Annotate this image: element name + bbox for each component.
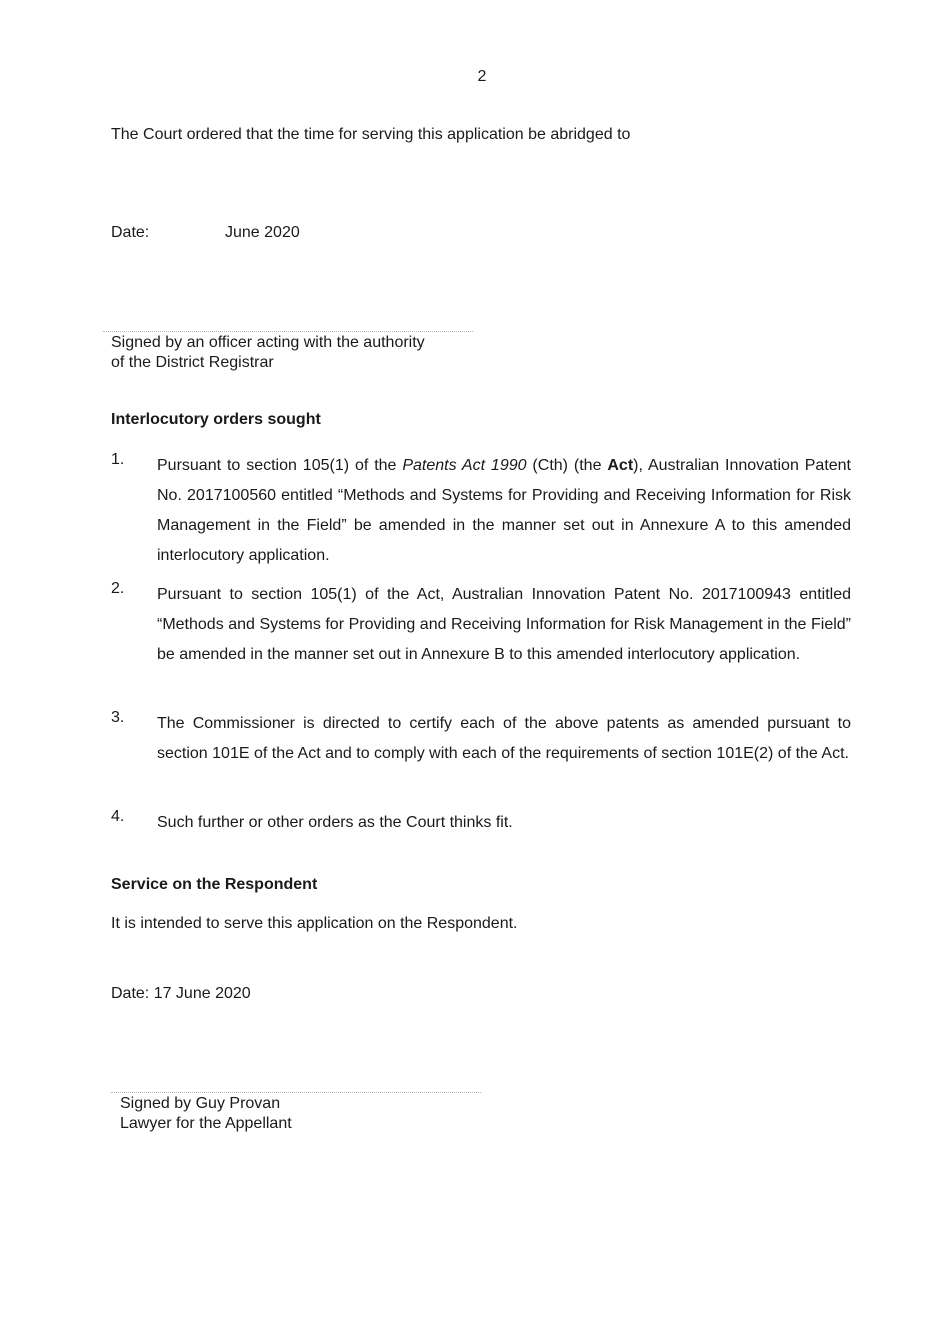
registrar-signature-line xyxy=(103,331,473,332)
order-item xyxy=(111,451,851,571)
order-text: Such further or other orders as the Court thinks fit. xyxy=(157,814,513,831)
signing-date: Date: 17 June 2020 xyxy=(111,985,251,1002)
order-item xyxy=(111,709,851,769)
order-number: 2. xyxy=(111,580,125,597)
registrar-signature-line1: Signed by an officer acting with the authority xyxy=(111,334,425,351)
order-number: 1. xyxy=(111,451,125,468)
date-label: Date: xyxy=(111,224,150,241)
service-text: It is intended to serve this application on the Respondent. xyxy=(111,915,518,932)
lawyer-signature-line1: Signed by Guy Provan xyxy=(120,1095,281,1112)
order-number: 3. xyxy=(111,709,125,726)
date-value: June 2020 xyxy=(225,224,300,241)
lawyer-signature-line2: Lawyer for the Appellant xyxy=(120,1115,292,1132)
page-number: 2 xyxy=(477,68,487,85)
order-text: Pursuant to section 105(1) of the Act, Australian Innovation Patent No. 2017100943 entitled “Methods and Systems for Providing and Receiving Information for Risk Management in the Field” be amended in the manner set out in Annexure B to this amended interlocutory application. xyxy=(157,586,851,663)
order-text: The Commissioner is directed to certify each of the above patents as amended pursuant to section 101E of the Act and to comply with each of the requirements of section 101E(2) of the Act. xyxy=(157,715,851,762)
orders-heading: Interlocutory orders sought xyxy=(111,411,321,428)
order-text: Pursuant to section 105(1) of the Patents Act 1990 (Cth) (the Act), Australian Innovation Patent No. 2017100560 entitled “Methods and Systems for Providing and Receiving Information for Risk Management in the Field” be amended in the manner set out in Annexure A to this amended interlocutory application. xyxy=(157,457,852,564)
service-heading: Service on the Respondent xyxy=(111,876,318,893)
registrar-signature-line2: of the District Registrar xyxy=(111,354,274,371)
lawyer-signature-line xyxy=(111,1092,481,1093)
order-item xyxy=(111,580,851,670)
order-item xyxy=(111,808,851,838)
abridged-statement: The Court ordered that the time for serving this application be abridged to xyxy=(111,126,631,143)
order-number: 4. xyxy=(111,808,125,825)
